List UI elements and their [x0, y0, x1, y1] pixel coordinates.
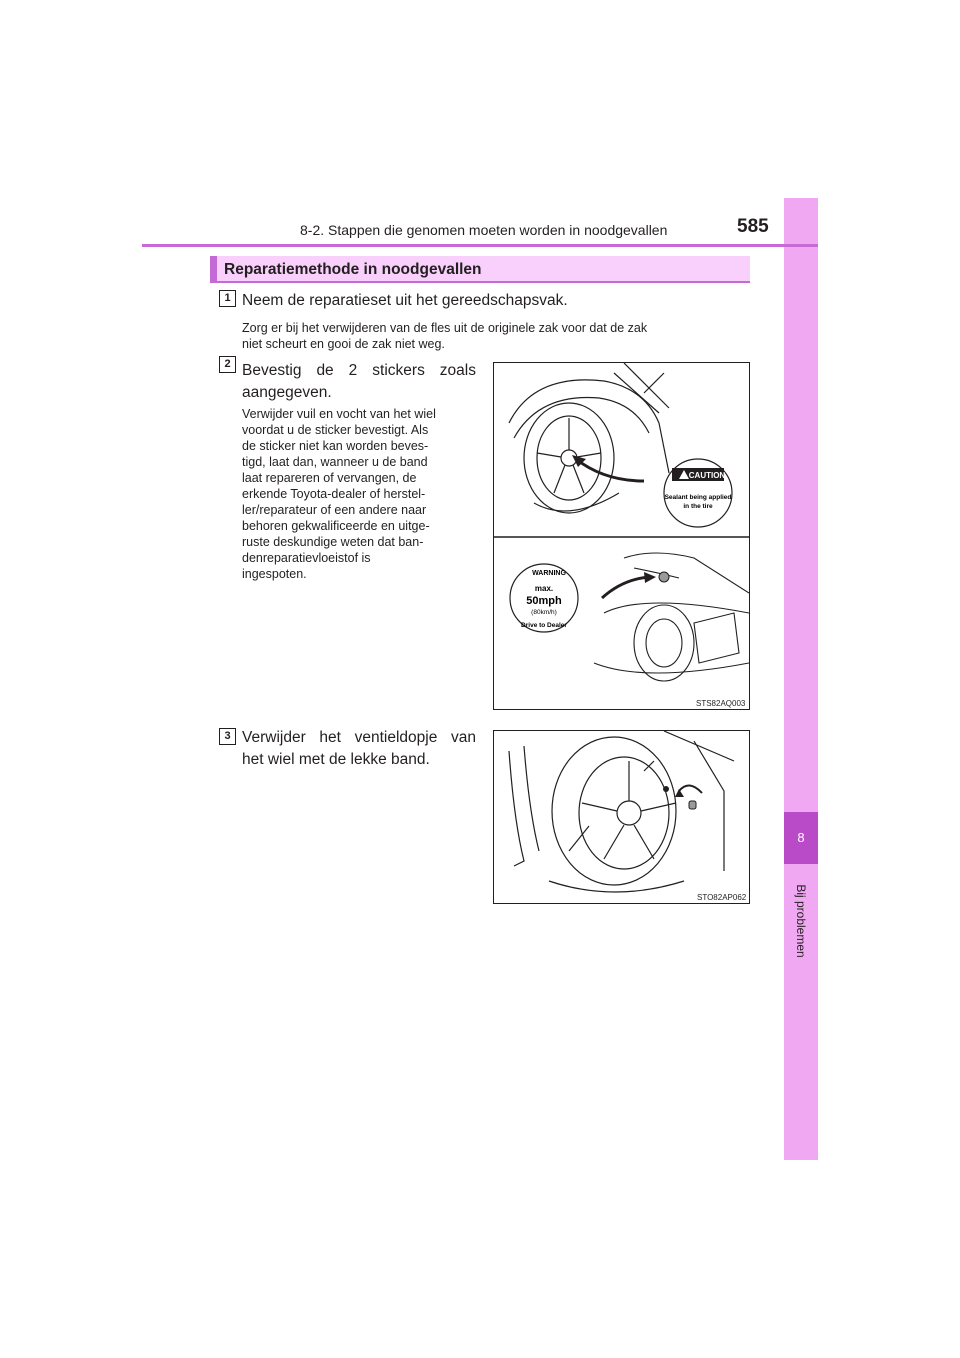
caution-heading: CAUTION	[688, 471, 726, 480]
sticker-illustration	[494, 363, 749, 709]
step-2-text-line: aangegeven.	[242, 384, 332, 401]
arrow-head	[644, 572, 656, 583]
warning-speed: 50mph	[526, 595, 562, 607]
note-line: tigd, laat dan, wanneer u de band	[242, 455, 428, 469]
note-line: Verwijder vuil en vocht van het wiel	[242, 407, 436, 421]
rotation-arrow	[679, 785, 702, 793]
step-1-text: Neem de reparatieset uit het gereedschapsvak.	[242, 292, 568, 309]
chapter-label-text: Bij problemen	[794, 884, 808, 958]
step-1-note	[242, 320, 752, 352]
chapter-title: 8-2. Stappen die genomen moeten worden in noodgevallen	[300, 222, 668, 238]
note-line: denreparatievloeistof is	[242, 551, 371, 565]
step-3-text-line: Verwijder het ventieldopje van	[242, 729, 476, 746]
step-2-text-line: Bevestig de 2 stickers zoals	[242, 362, 476, 379]
step-number-1: 1	[219, 290, 236, 307]
note-line: ingespoten.	[242, 567, 307, 581]
figure-valve-cap	[493, 730, 750, 904]
note-line: behoren gekwalificeerde en uitge-	[242, 519, 430, 533]
section-title: Reparatiemethode in noodgevallen	[224, 261, 482, 278]
step-3-text-line: het wiel met de lekke band.	[242, 751, 430, 768]
dashboard-drawing	[594, 553, 749, 681]
note-line: erkende Toyota-dealer of herstel-	[242, 487, 426, 501]
warning-footer: Drive to Dealer	[521, 622, 567, 629]
chapter-side-label	[790, 870, 812, 980]
step-1-note-line: Zorg er bij het verwijderen van de fles uit de originele zak voor dat de zak	[242, 321, 648, 335]
step-number-3: 3	[219, 728, 236, 745]
warning-kmh: (80km/h)	[531, 609, 557, 616]
note-line: ruste deskundige weten dat ban-	[242, 535, 424, 549]
caution-sticker	[664, 459, 732, 527]
note-line: de sticker niet kan worden beves-	[242, 439, 429, 453]
note-line: voordat u de sticker bevestigt. Als	[242, 423, 429, 437]
step-1-note-line: niet scheurt en gooi de zak niet weg.	[242, 337, 445, 351]
caution-line-2: in the tire	[683, 503, 713, 510]
note-line: laat repareren of vervangen, de	[242, 471, 417, 485]
wheel-drawing	[509, 363, 669, 513]
header-rule	[142, 244, 818, 247]
valve-cap-illustration	[494, 731, 749, 903]
note-line: ler/reparateur of een andere naar	[242, 503, 427, 517]
valve-stem	[663, 786, 669, 792]
step-3-text	[242, 727, 476, 771]
page-number: 585	[737, 216, 769, 237]
figure-sticker-placement	[493, 362, 750, 710]
warning-max: max.	[534, 584, 554, 593]
arrow-to-valve	[576, 459, 644, 481]
valve-cap	[689, 801, 696, 809]
warning-sticker	[510, 564, 578, 632]
step-2-text	[242, 360, 476, 404]
caution-line-1: Sealant being applied	[664, 494, 732, 501]
rotation-arrow-head	[675, 789, 684, 797]
figure-code: STO82AP062	[697, 893, 747, 902]
figure-code: STS82AQ003	[696, 699, 746, 708]
arrow-to-dashboard	[602, 577, 652, 598]
warning-heading: WARNING	[532, 570, 566, 577]
flat-tire-drawing	[509, 731, 734, 892]
chapter-side-tab	[784, 198, 818, 1160]
sticker-position-marker	[659, 572, 669, 582]
step-number-2: 2	[219, 356, 236, 373]
chapter-number: 8	[784, 812, 818, 864]
step-2-note	[242, 406, 482, 582]
